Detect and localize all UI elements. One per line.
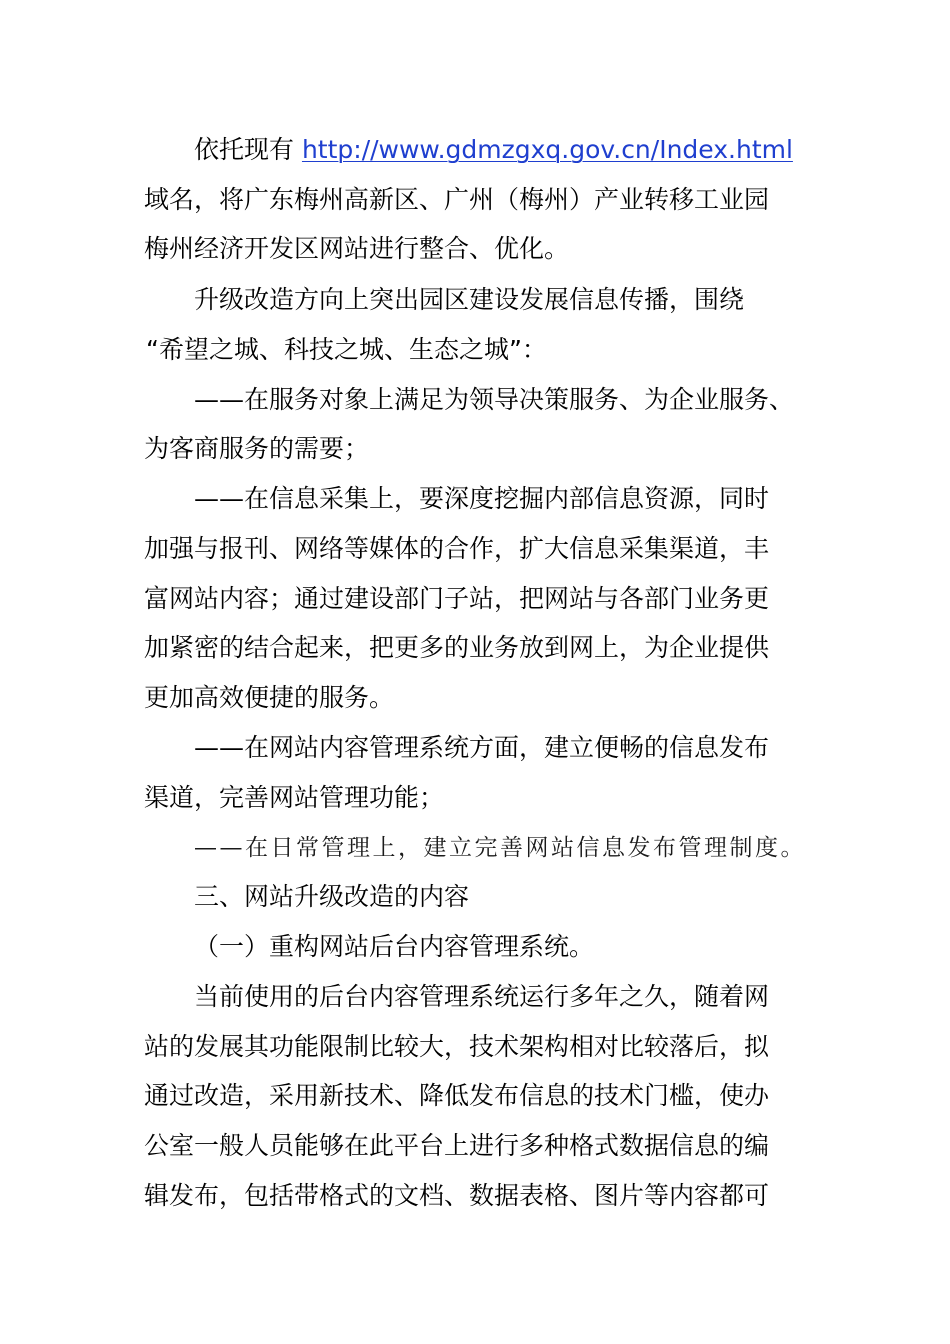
subsection-heading-1: （一）重构网站后台内容管理系统。 [194, 932, 595, 961]
paragraph-4-line-5: 更加高效便捷的服务。 [144, 683, 395, 712]
paragraph-1-line-1 [194, 135, 793, 165]
paragraph-1-line-2: 域名，将广东梅州高新区、广州（梅州）产业转移工业园 [144, 185, 770, 214]
paragraph-7-line-2: 站的发展其功能限制比较大，技术架构相对比较落后，拟 [144, 1032, 770, 1061]
paragraph-6-line-1: ——在日常管理上，建立完善网站信息发布管理制度。 [194, 835, 806, 861]
section-heading-3: 三、网站升级改造的内容 [194, 882, 470, 911]
paragraph-7-line-3: 通过改造，采用新技术、降低发布信息的技术门槛，使办 [144, 1081, 770, 1110]
paragraph-4-line-2: 加强与报刊、网络等媒体的合作，扩大信息采集渠道，丰 [144, 534, 770, 563]
paragraph-1-prefix: 依托现有 [194, 135, 302, 164]
paragraph-2-line-1: 升级改造方向上突出园区建设发展信息传播，围绕 [194, 285, 745, 314]
paragraph-7-line-1: 当前使用的后台内容管理系统运行多年之久，随着网 [194, 982, 770, 1011]
paragraph-7-line-4: 公室一般人员能够在此平台上进行多种格式数据信息的编 [144, 1131, 770, 1160]
paragraph-4-line-1: ——在信息采集上，要深度挖掘内部信息资源，同时 [194, 484, 770, 513]
paragraph-2-line-2: “希望之城、科技之城、生态之城”： [146, 335, 547, 364]
paragraph-5-line-1: ——在网站内容管理系统方面，建立便畅的信息发布 [194, 733, 770, 762]
paragraph-4-line-3: 富网站内容；通过建设部门子站，把网站与各部门业务更 [144, 584, 770, 613]
paragraph-3-line-2: 为客商服务的需要； [144, 434, 370, 463]
website-link[interactable]: http://www.gdmzgxq.gov.cn/Index.html [301, 135, 793, 164]
paragraph-1-line-3: 梅州经济开发区网站进行整合、优化。 [144, 234, 570, 263]
paragraph-3-line-1: ——在服务对象上满足为领导决策服务、为企业服务、 [194, 385, 795, 414]
paragraph-4-line-4: 加紧密的结合起来，把更多的业务放到网上，为企业提供 [144, 633, 770, 662]
paragraph-5-line-2: 渠道，完善网站管理功能； [144, 783, 445, 812]
paragraph-7-line-5: 辑发布，包括带格式的文档、数据表格、图片等内容都可 [144, 1181, 770, 1210]
